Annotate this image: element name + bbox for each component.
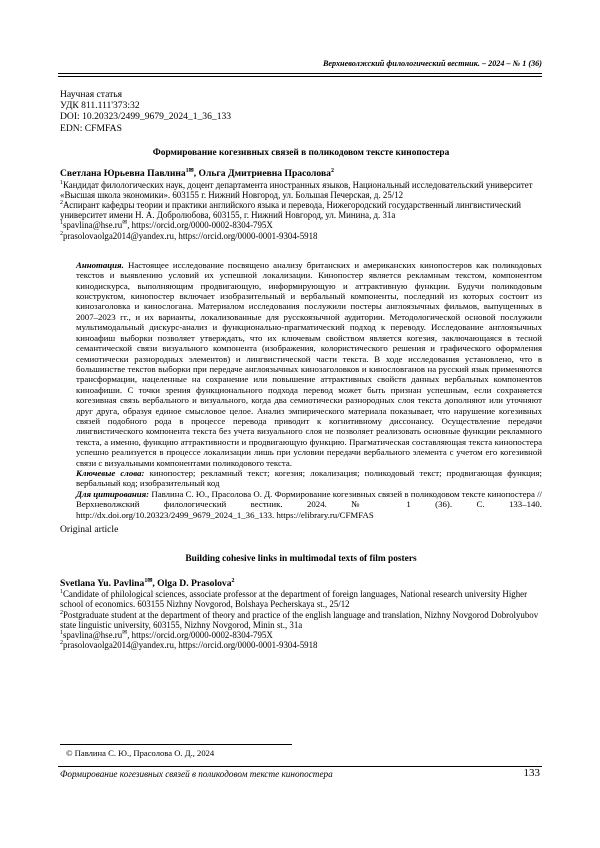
contact-1-en: $^1$spavlina@hse.ru✉, https://orcid.org/0000-0002-8304-795X [60,630,273,641]
orcid-link[interactable]: , https://orcid.org/0000-0002-8304-795X [127,220,273,231]
contact-2-en: $^2$prasolovaolga2014@yandex.ru, https://orcid.org/0000-0001-9304-5918 [60,640,318,651]
abstract-block [60,260,542,520]
envelope-icon: ✉ [122,630,128,637]
email-orcid-link-en[interactable]: prasolovaolga2014@yandex.ru, https://orcid.org/0000-0001-9304-5918 [63,640,318,651]
citation: Для цитирования: Павлина С. Ю., Прасолова О. Д. Формирование когезивных связей в поликодовом тексте кинопостера // Верхневолжский филологический вестник. 2024. № 1 (36). С. 133–140. http://dx.doi.org/10.20323/2499_9679_2024_1_36_133. https://elibrary.ru/CFMFAS [76,488,542,520]
email-link[interactable]: spavlina@hse.ru [63,220,123,231]
affiliations-en [60,589,542,650]
original-article-label: Original article [60,524,119,535]
page-number: 133 [523,767,540,779]
author-1: Светлана Юрьевна Павлина [60,168,186,180]
article-meta [60,89,542,134]
author-1-sup: 1✉ [185,168,194,175]
footer-rule [58,766,542,767]
contact-2: $^2$prasolovaolga2014@yandex.ru, https://orcid.org/0000-0001-9304-5918 [60,230,318,241]
author-1-en-sup: 1✉ [144,577,153,584]
author-2-en: Olga D. Prasolova [157,577,232,589]
affiliation-2: $^2$Аспирант кафедры теории и практики английского языка и перевода, Нижегородский государственный лингвистический университет имени Н. А. Добролюбова, 603155, г. Нижний Новгород, ул. Минина, д. 31а [60,200,522,221]
copyright: © Павлина С. Ю., Прасолова О. Д., 2024 [66,748,215,758]
doi: DOI: 10.20323/2499_9679_2024_1_36_133 [60,111,232,123]
author-1-en: Svetlana Yu. Pavlina [60,577,145,589]
article-title-ru: Формирование когезивных связей в поликодовом тексте кинопостера [152,147,450,158]
authors-en: Svetlana Yu. Pavlina$^{1✉}$, Olga D. Prasolova$^2$ [60,577,235,589]
orcid-link-en[interactable]: , https://orcid.org/0000-0002-8304-795X [127,630,273,641]
email-link-en[interactable]: spavlina@hse.ru [63,630,123,641]
abstract: Аннотация. Настоящее исследование посвящено анализу британских и американских кинопостеров как поликодовых текстов и выявлению условий их успешной локализации. Кинопостер является рекламным текстом, компонентом кинодискурса, выполняющим продвигающую, информирующую и аттрактивную функции. Будучи поликодовым конструктом, кинопостер включает изобразительный и вербальный компоненты, последний из которых состоит из кинозаголовка и кинослогана. Материалом исследования послужили постеры англоязычных фильмов, выпущенных в 2007–2023 гг., и их варианты, локализованные для русскоязычной аудитории. Методологической основой послужили мультимодальный дискурс-анализ и функционально-прагматический подход к переводу. Исследование англоязычных киноафиш выборки позволяет утверждать, что их ключевым свойством является когезия, заключающаяся в тесной семантической связи визуального компонента (изображения, колористического решения и графического оформления семиотически разнородных элементов) и лингвистической части текста. В ходе исследования установлено, что в большинстве текстов выборки при передаче англоязычных кинозаголовков и кинословганов на русский язык применяются трансформации, нацеленные на сохранение или повышение аттрактивных свойств данных вербальных компонентов киноафиши. С точки зрения функционального подхода перевод может быть признан успешным, если сохраняется когезивная связь вербального и визуального, когда два семиотически разнородных слоя текста дополняют или уточняют друг друга, образуя единое смысловое целое. Анализ эмпирического материала показывает, что нарушение когезивных связей подобного рода в процессе перевода приводит к когнитивному диссонансу. Осуществление передачи лингвистического компонента текста без учета визуального слоя не позволяет реализовать основные функции рекламного текста, а именно, функцию аттрактивности и продвигающую функцию. Прагматическая составляющая текста кинопостера успешно реализуется в процессе локализации лишь при условии передачи вербального элемента с учетом его когезивной связи с визуальными компонентами поликодового текста. [76,259,542,468]
author-sep: , [193,168,199,180]
envelope-icon: ✉ [122,220,128,227]
running-header: Верхневолжский филологический вестник. – 2024 – № 1 (36) [322,59,542,68]
affiliation-2-en: $^2$Postgraduate student at the department of theory and practice of the english language and translation, Nizhny Novgorod Dobrolyubov state linguistic university, 603155, Nizhny Novgorod, Minin st., 31a [60,609,539,630]
article-body [60,89,542,650]
affiliations-ru [60,180,542,241]
udc: УДК 811.111'373:32 [60,100,140,112]
author-2-en-sup: 2 [231,577,235,584]
running-footer: Формирование когезивных связей в поликодовом тексте кинопостера [60,769,333,779]
edn: EDN: CFMFAS [60,122,122,134]
contact-1: $^1$spavlina@hse.ru✉, https://orcid.org/0000-0002-8304-795X [60,220,273,231]
header-rule [58,73,542,74]
author-2-sup: 2 [330,168,334,175]
article-type: Научная статья [60,89,123,100]
affiliation-1-en: $^1$Candidate of philological sciences, associate professor at the department of foreign languages, National research university Higher school of economics. 603155 Nizhny Novgorod, Bolshaya Pecherskaya st., 25/12 [60,589,528,610]
author-2: Ольга Дмитриевна Прасолова [198,168,331,180]
header-rule-thin [58,76,542,77]
authors-ru [60,169,542,179]
footnote-rule [60,744,292,745]
affiliation-1: $^1$Кандидат филологических наук, доцент департамента иностранных языков, Национальный исследовательский университет «Высшая школа экономики». 603155 г. Нижний Новгород, ул. Большая Печерская, д. 25/12 [60,179,533,200]
article-title-en: Building cohesive links in multimodal texts of film posters [185,554,417,565]
keywords: Ключевые слова: кинопостер; рекламный текст; когезия; локализация; поликодовый текст; продвигающая функция; вербальный код; изобразительный код [76,467,542,489]
email-orcid-link[interactable]: prasolovaolga2014@yandex.ru, https://orcid.org/0000-0001-9304-5918 [63,230,318,241]
